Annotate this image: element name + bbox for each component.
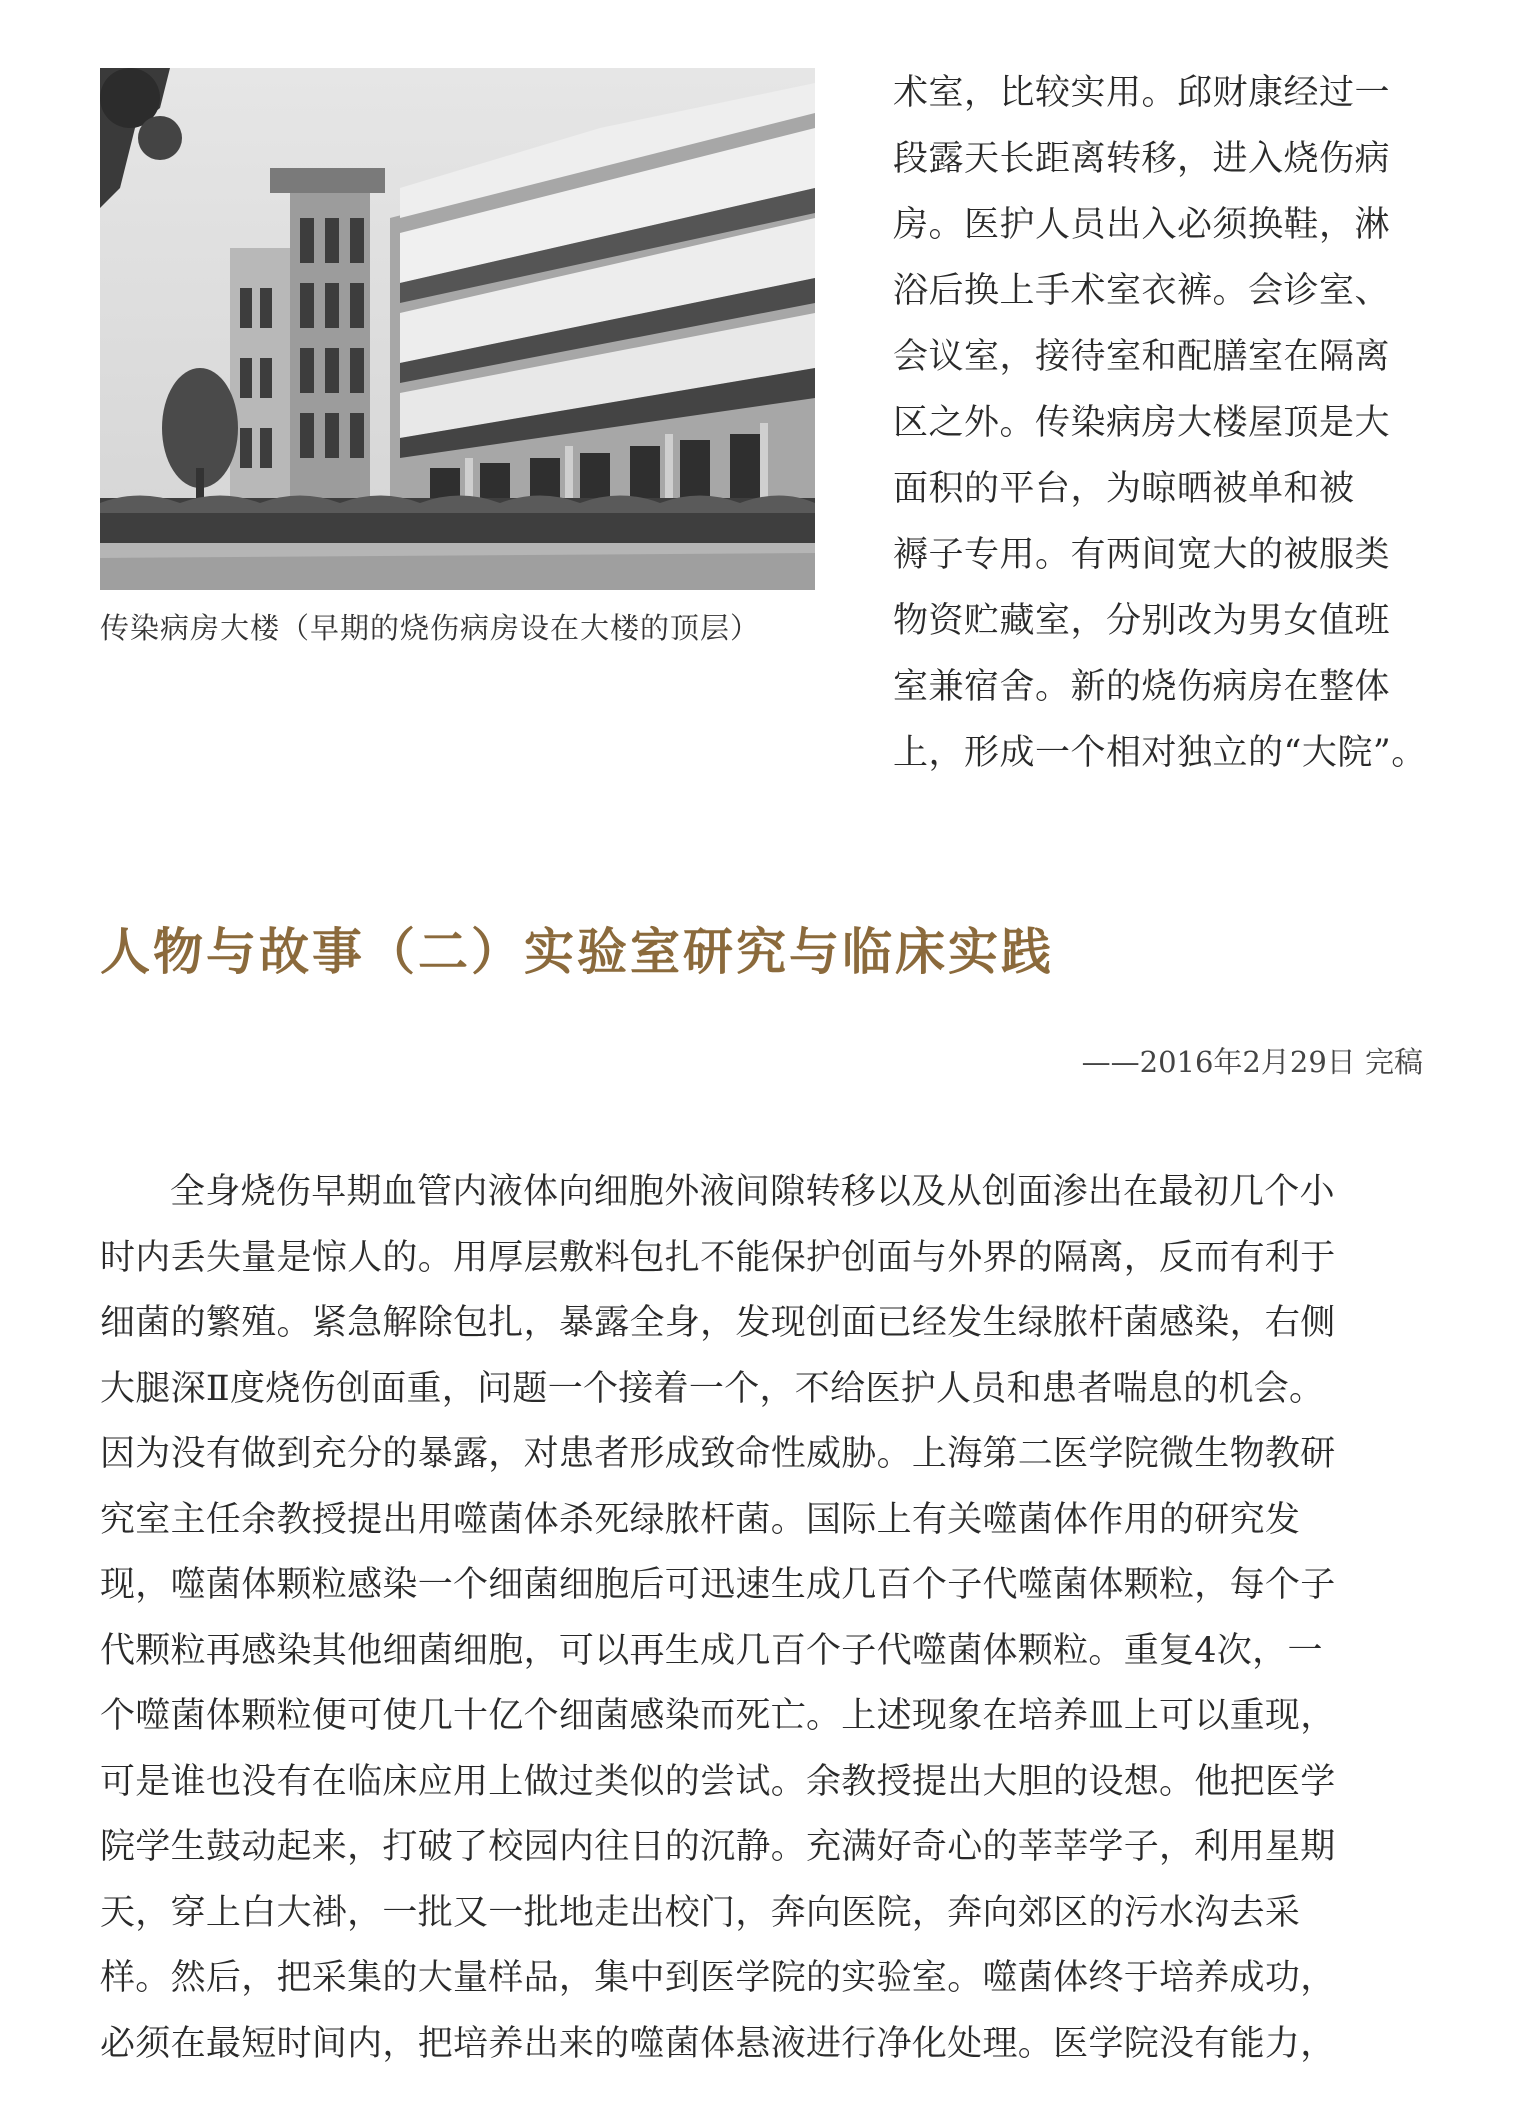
text-line: 段露天长距离转移，进入烧伤病 <box>893 139 1391 179</box>
text-line: 术室，比较实用。邱财康经过一 <box>893 73 1391 113</box>
text-line: 细菌的繁殖。紧急解除包扎，暴露全身，发现创面已经发生绿脓杆菌感染，右侧 <box>100 1303 1336 1343</box>
text-line: 物资贮藏室，分别改为男女值班 <box>893 601 1391 641</box>
right-column-text <box>893 60 1427 786</box>
text-line: 代颗粒再感染其他细菌细胞，可以再生成几百个子代噬菌体颗粒。重复4次，一 <box>100 1630 1323 1671</box>
text-line: 浴后换上手术室衣裤。会诊室、 <box>893 271 1391 311</box>
text-line: 褥子专用。有两间宽大的被服类 <box>893 535 1391 575</box>
text-line: 天，穿上白大褂，一批又一批地走出校门，奔向医院，奔向郊区的污水沟去采 <box>100 1892 1301 1933</box>
text-line: 区之外。传染病房大楼屋顶是大 <box>893 403 1391 443</box>
text-line: 室兼宿舍。新的烧伤病房在整体 <box>893 667 1391 707</box>
text-line: 时内丢失量是惊人的。用厚层敷料包扎不能保护创面与外界的隔离，反而有利于 <box>100 1237 1336 1278</box>
text-line: 必须在最短时间内，把培养出来的噬菌体悬液进行净化处理。医学院没有能力， <box>100 2023 1336 2064</box>
building-photo <box>100 68 815 590</box>
text-line: 房。医护人员出入必须换鞋，淋 <box>893 205 1391 245</box>
text-line: 上，形成一个相对独立的“大院”。 <box>893 733 1427 773</box>
text-line: 样。然后，把采集的大量样品，集中到医学院的实验室。噬菌体终于培养成功， <box>100 1958 1336 1998</box>
text-line: 现，噬菌体颗粒感染一个细菌细胞后可迅速生成几百个子代噬菌体颗粒，每个子 <box>100 1565 1336 1605</box>
section-title: 人物与故事（二）实验室研究与临床实践 <box>100 922 1054 981</box>
text-line: 全身烧伤早期血管内液体向细胞外液间隙转移以及从创面渗出在最初几个小 <box>170 1172 1335 1212</box>
text-line: 院学生鼓动起来，打破了校园内往日的沉静。充满好奇心的莘莘学子，利用星期 <box>100 1827 1336 1867</box>
text-line: 究室主任余教授提出用噬菌体杀死绿脓杆菌。国际上有关噬菌体作用的研究发 <box>100 1499 1301 1540</box>
text-line: 个噬菌体颗粒便可使几十亿个细菌感染而死亡。上述现象在培养皿上可以重现， <box>100 1696 1336 1736</box>
text-line: 可是谁也没有在临床应用上做过类似的尝试。余教授提出大胆的设想。他把医学 <box>100 1761 1336 1802</box>
text-line: 大腿深Ⅱ度烧伤创面重，问题一个接着一个，不给医护人员和患者喘息的机会。 <box>100 1368 1325 1409</box>
text-line: 因为没有做到充分的暴露，对患者形成致命性威胁。上海第二医学院微生物教研 <box>100 1434 1336 1474</box>
text-line: 面积的平台，为晾晒被单和被 <box>893 469 1355 509</box>
photo-caption: 传染病房大楼（早期的烧伤病房设在大楼的顶层） <box>100 611 761 645</box>
building-icon <box>100 68 815 590</box>
body-paragraph <box>100 1160 1425 2077</box>
text-line: 会议室，接待室和配膳室在隔离 <box>893 337 1391 377</box>
dateline: ——2016年2月29日 完稿 <box>1081 1045 1423 1079</box>
